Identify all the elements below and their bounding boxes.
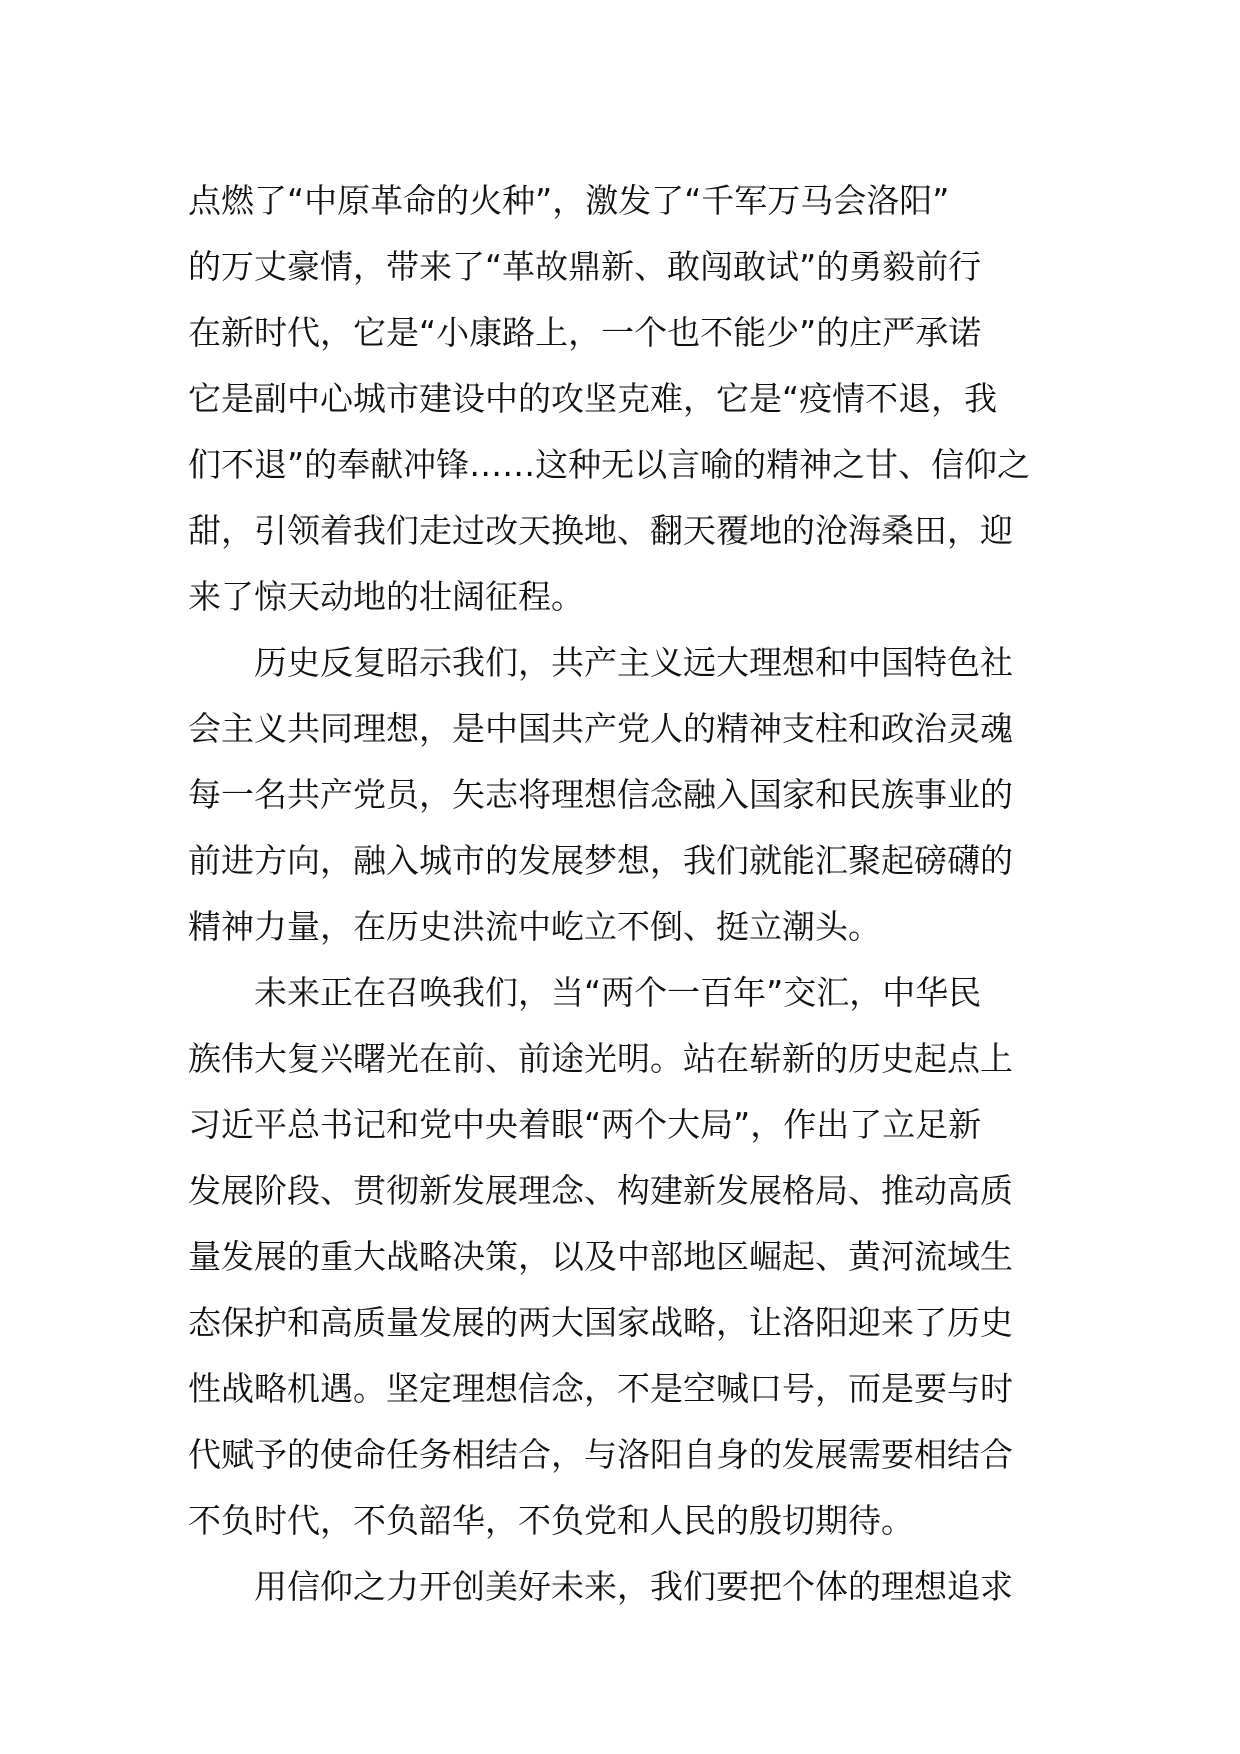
text-line: 族伟大复兴曙光在前、前途光明。站在崭新的历史起点上 xyxy=(188,1039,1013,1078)
text-line: 代赋予的使命任务相结合，与洛阳自身的发展需要相结合 xyxy=(188,1435,1013,1474)
text-line: 们不退”的奉献冲锋……这种无以言喻的精神之甘、信仰之 xyxy=(188,445,1031,484)
paragraph-first-line: 未来正在召唤我们，当“两个一百年”交汇，中华民 xyxy=(254,973,982,1012)
text-line: 前进方向，融入城市的发展梦想，我们就能汇聚起磅礴的 xyxy=(188,841,1013,880)
text-line: 在新时代，它是“小康路上，一个也不能少”的庄严承诺 xyxy=(188,313,982,352)
text-line: 甜，引领着我们走过改天换地、翻天覆地的沧海桑田，迎 xyxy=(188,511,1013,550)
text-line: 精神力量，在历史洪流中屹立不倒、挺立潮头。 xyxy=(188,907,881,946)
text-line: 的万丈豪情，带来了“革故鼎新、敢闯敢试”的勇毅前行 xyxy=(188,247,982,286)
text-line: 每一名共产党员，矢志将理想信念融入国家和民族事业的 xyxy=(188,775,1013,814)
text-line: 来了惊天动地的壮阔征程。 xyxy=(188,577,584,616)
text-line: 不负时代，不负韶华，不负党和人民的殷切期待。 xyxy=(188,1501,914,1540)
text-line: 它是副中心城市建设中的攻坚克难，它是“疫情不退，我 xyxy=(188,379,998,418)
text-line: 习近平总书记和党中央着眼“两个大局”，作出了立足新 xyxy=(188,1105,982,1144)
text-line: 态保护和高质量发展的两大国家战略，让洛阳迎来了历史 xyxy=(188,1303,1013,1342)
text-line: 发展阶段、贯彻新发展理念、构建新发展格局、推动高质 xyxy=(188,1171,1013,1210)
text-line: 会主义共同理想，是中国共产党人的精神支柱和政治灵魂 xyxy=(188,709,1013,748)
text-line: 点燃了“中原革命的火种”，激发了“千军万马会洛阳” xyxy=(188,181,950,220)
paragraph-first-line: 历史反复昭示我们，共产主义远大理想和中国特色社 xyxy=(254,643,1013,682)
text-line: 性战略机遇。坚定理想信念，不是空喊口号，而是要与时 xyxy=(188,1369,1013,1408)
text-line: 量发展的重大战略决策，以及中部地区崛起、黄河流域生 xyxy=(188,1237,1013,1276)
document-body xyxy=(188,168,1058,1620)
paragraph-first-line: 用信仰之力开创美好未来，我们要把个体的理想追求 xyxy=(254,1567,1013,1606)
